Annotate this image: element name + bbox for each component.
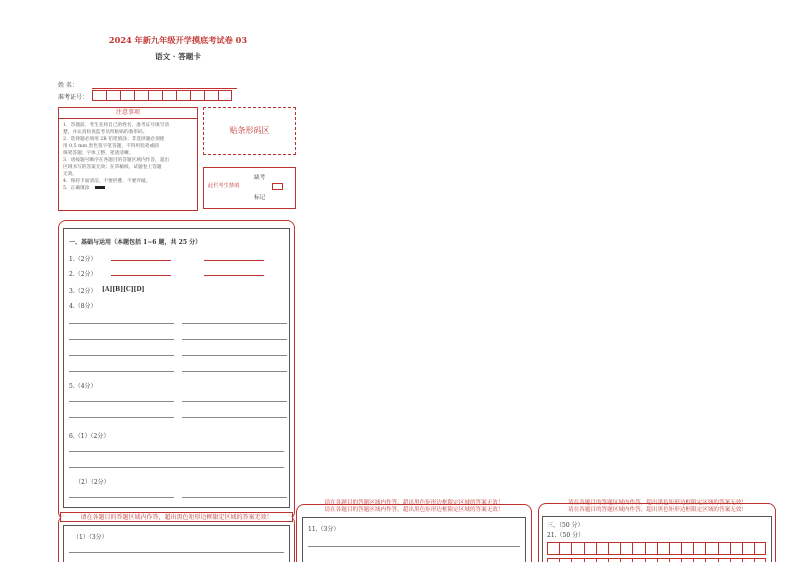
notice-line: 无效。 xyxy=(63,172,78,177)
q-left-bottom-label: （1）（3分） xyxy=(73,534,108,541)
q6-2-line[interactable] xyxy=(182,497,287,498)
notice-line: 2．选择题必须用 2B 铅笔填涂；非选择题必须使 xyxy=(63,137,165,142)
q4-line[interactable] xyxy=(69,339,174,340)
exam-number-cell[interactable] xyxy=(176,90,190,101)
notice-line-text: 5．正确填涂 xyxy=(63,186,90,191)
section-middle-area xyxy=(302,517,526,562)
exam-number-label: 准考证号： xyxy=(58,94,89,101)
sheet-title: 2024 年新九年级开学摸底考试卷 03 xyxy=(108,35,248,45)
q2-blank-b[interactable] xyxy=(204,275,264,276)
exam-number-cell[interactable] xyxy=(190,90,204,101)
barcode-area: 贴条形码区 xyxy=(203,107,296,155)
q4-label: 4.（8分） xyxy=(69,303,97,310)
warning-middle-1: 请在各题目的答题区域内作答，超出黑色矩形边框限定区域的答案无效！ xyxy=(324,500,504,506)
warning-right-2: 请在各题目的答题区域内作答，超出黑色矩形边框限定区域的答案无效！ xyxy=(567,507,747,513)
warning-banner-left: 请在各题目的答题区域内作答，超出黑色矩形边框限定区域的答案无效！ xyxy=(60,512,293,522)
q5-line[interactable] xyxy=(182,417,287,418)
q1-label: 1.（2分） xyxy=(69,256,97,263)
q4-line[interactable] xyxy=(69,371,174,372)
name-field[interactable] xyxy=(92,88,237,89)
q3-options[interactable]: [A][B][C][D] xyxy=(102,286,145,293)
section3-heading: 三、（50 分） xyxy=(547,522,584,529)
notice-line: 珠笔答题；字体工整、笔迹清晰。 xyxy=(63,151,134,156)
absent-box xyxy=(203,167,296,209)
q2-label: 2.（2分） xyxy=(69,271,97,278)
q-left-bottom-line[interactable] xyxy=(69,552,284,553)
absent-label-left: 此栏考生禁填 xyxy=(208,183,240,189)
exam-number-cell[interactable] xyxy=(120,90,134,101)
q4-line[interactable] xyxy=(69,355,174,356)
notice-line: 3．请按题号顺序在各题目的答题区域内作答，超出 xyxy=(63,158,170,163)
q4-line[interactable] xyxy=(182,323,287,324)
exam-number-cell[interactable] xyxy=(92,90,106,101)
exam-number-cell[interactable] xyxy=(162,90,176,101)
q11-label: 11.（3分） xyxy=(308,526,340,533)
notice-line: 4．保持卡面清洁，不要折叠、不要弄破。 xyxy=(63,179,151,184)
q6-2-label: （2）（2分） xyxy=(75,479,110,486)
section-right-area xyxy=(542,516,772,562)
q5-line[interactable] xyxy=(182,401,287,402)
notice-line: 1．答题前，考生先将自己的姓名，准考证号填写清 xyxy=(63,123,170,128)
q4-line[interactable] xyxy=(182,339,287,340)
q4-line[interactable] xyxy=(182,355,287,356)
name-label: 姓 名： xyxy=(58,82,78,89)
notice-body xyxy=(59,119,197,195)
essay-grid-row[interactable] xyxy=(547,542,766,555)
q2-blank-a[interactable] xyxy=(111,275,171,276)
notice-line xyxy=(63,185,193,192)
q6-1-line[interactable] xyxy=(69,451,284,452)
exam-number-cell[interactable] xyxy=(134,90,148,101)
notice-line: 用 0.5 mm 黑色签字笔答题，不得用铅笔或圆 xyxy=(63,144,159,149)
q6-2-line[interactable] xyxy=(69,497,174,498)
section-left-bottom-area xyxy=(63,525,290,562)
q11-line[interactable] xyxy=(308,546,520,547)
exam-number-cell[interactable] xyxy=(148,90,162,101)
q3-label: 3.（2分） xyxy=(69,288,97,295)
q4-line[interactable] xyxy=(182,371,287,372)
q4-line[interactable] xyxy=(69,323,174,324)
q6-1-line[interactable] xyxy=(69,467,284,468)
q5-label: 5.（4分） xyxy=(69,383,97,390)
exam-number-cell[interactable] xyxy=(106,90,120,101)
essay-grid-row[interactable] xyxy=(547,558,766,562)
warning-middle-2: 请在各题目的答题区域内作答，超出黑色矩形边框限定区域的答案无效！ xyxy=(324,507,504,513)
notice-line: 楚，并认真检查监考员所粘贴的条形码。 xyxy=(63,130,148,135)
q6-1-label: 6.（1）（2分） xyxy=(69,433,110,440)
notice-heading: 注意事项 xyxy=(59,108,197,119)
section1-answer-area xyxy=(63,228,290,508)
exam-number-boxes[interactable] xyxy=(92,90,232,101)
exam-number-cell[interactable] xyxy=(218,90,232,101)
section1-heading: 一、基础与运用（本题包括 1~6 题，共 25 分） xyxy=(69,239,202,246)
filled-mark-icon xyxy=(95,186,105,189)
notice-line: 区域书写的答案无效；在草稿纸、试题卷上答题 xyxy=(63,165,162,170)
notice-box xyxy=(58,107,198,211)
q21-label: 21.（50 分） xyxy=(547,532,585,539)
q1-blank-b[interactable] xyxy=(204,260,264,261)
q1-blank-a[interactable] xyxy=(111,260,171,261)
q5-line[interactable] xyxy=(69,401,174,402)
absent-label-top: 缺考 xyxy=(254,175,266,181)
warning-right-1: 请在各题目的答题区域内作答，超出黑色矩形边框限定区域的答案无效！ xyxy=(567,500,747,506)
absent-checkbox[interactable] xyxy=(272,183,283,190)
q5-line[interactable] xyxy=(69,417,174,418)
sheet-subtitle: 语文 · 答题卡 xyxy=(155,52,201,61)
absent-label-bottom: 标记 xyxy=(254,195,266,201)
exam-number-cell[interactable] xyxy=(204,90,218,101)
